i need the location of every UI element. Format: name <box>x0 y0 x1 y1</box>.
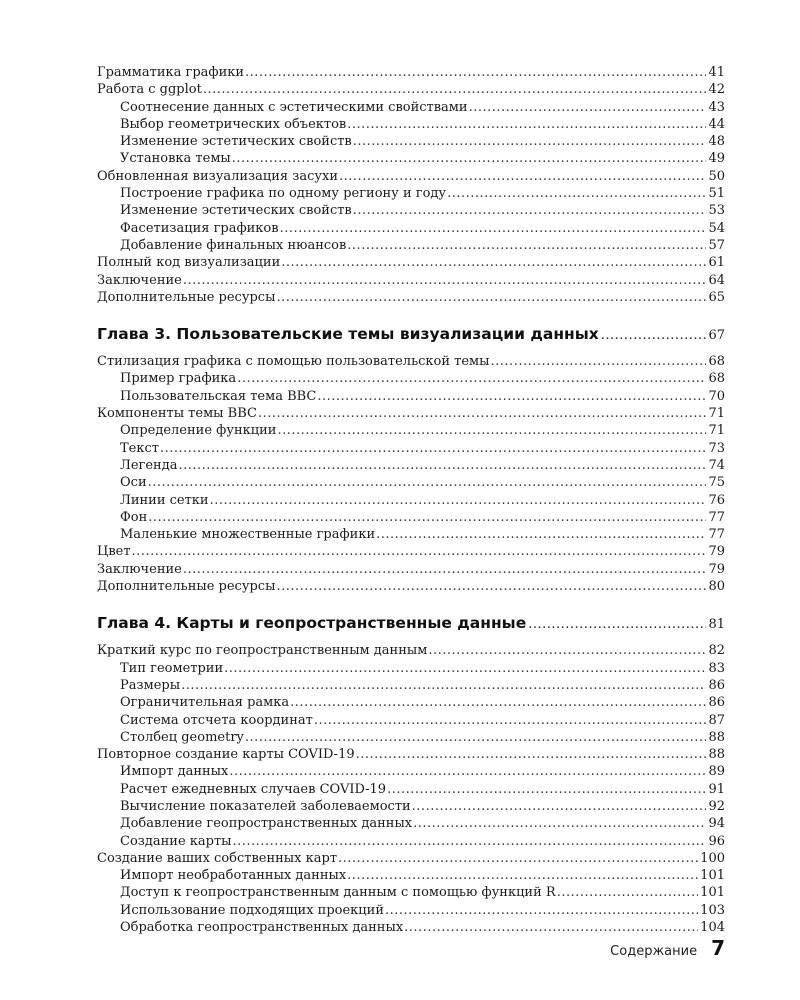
toc-entry-page: 68 <box>708 354 725 370</box>
leader-dots <box>290 694 706 711</box>
toc-entry-title: Ограничительная рамка <box>120 695 290 711</box>
toc-entry-title: Повторное создание карты COVID-19 <box>97 747 355 763</box>
toc-entry[interactable] <box>97 116 725 133</box>
toc-entry-page: 44 <box>708 116 725 132</box>
toc-entry[interactable] <box>97 185 725 202</box>
leader-dots <box>232 150 707 167</box>
toc-entry-page: 75 <box>708 475 725 491</box>
toc-entry[interactable] <box>97 457 725 474</box>
toc-entry[interactable] <box>97 509 725 526</box>
toc-entry-title: Текст <box>120 440 159 456</box>
toc-entry-title: Компоненты темы BBC <box>97 406 257 422</box>
toc-entry[interactable] <box>97 492 725 509</box>
toc-entry-title: Обновленная визуализация засухи <box>97 168 339 184</box>
toc-entry-title: Выбор геометрических объектов <box>120 116 347 132</box>
toc-entry[interactable] <box>97 694 725 711</box>
leader-dots <box>601 328 707 343</box>
toc-entry[interactable] <box>97 289 725 306</box>
leader-dots <box>224 660 706 677</box>
toc-entry-title: Работа с ggplot <box>97 82 202 98</box>
toc-entry[interactable] <box>97 543 725 560</box>
toc-entry[interactable] <box>97 422 725 439</box>
toc-entry-page: 68 <box>708 371 725 387</box>
toc-entry-title: Создание ваших собственных карт <box>97 850 338 866</box>
toc-entry-title: Определение функции <box>120 423 277 439</box>
toc-entry[interactable] <box>97 272 725 289</box>
toc-entry-title: Добавление финальных нюансов <box>120 237 347 253</box>
toc-entry-title: Дополнительные ресурсы <box>97 289 276 305</box>
toc-entry-page: 41 <box>708 65 725 80</box>
toc-entry[interactable] <box>97 850 725 867</box>
toc-entry-page: 50 <box>708 168 725 184</box>
toc-entry-title: Соотнесение данных с эстетическими свойствами <box>120 99 468 115</box>
page-number: 7 <box>711 936 725 960</box>
toc-entry-page: 61 <box>708 255 725 271</box>
toc-entry-title: Фасетизация графиков <box>120 220 279 236</box>
leader-dots <box>385 902 698 919</box>
toc-entry[interactable] <box>97 99 725 116</box>
toc-entry-title: Изменение эстетических свойств <box>120 203 352 219</box>
toc-entry-page: 77 <box>708 509 725 525</box>
toc-entry[interactable] <box>97 561 725 578</box>
toc-entry[interactable] <box>97 867 725 884</box>
toc-entry-page: 64 <box>708 272 725 288</box>
toc-entry-page: 71 <box>708 406 725 422</box>
leader-dots <box>387 781 706 798</box>
leader-dots <box>245 729 707 746</box>
toc-entry-title: Вычисление показателей заболеваемости <box>120 798 411 814</box>
toc-entry-title: Дополнительные ресурсы <box>97 579 276 595</box>
leader-dots <box>183 561 707 578</box>
toc-entry-title: Заключение <box>97 272 182 288</box>
chapter-title: Глава 3. Пользовательские темы визуализации данных <box>97 325 599 344</box>
leader-dots <box>245 64 706 81</box>
toc-entry-page: 89 <box>708 764 725 780</box>
toc-entry[interactable] <box>97 133 725 150</box>
leader-dots <box>237 370 706 387</box>
toc-entry[interactable] <box>97 353 725 370</box>
leader-dots <box>347 116 706 133</box>
table-of-contents <box>97 64 725 936</box>
toc-entry-title: Обработка геопространственных данных <box>120 920 404 936</box>
leader-dots <box>280 220 707 237</box>
toc-entry-title: Добавление геопространственных данных <box>120 816 413 832</box>
toc-entry-page: 100 <box>700 850 725 866</box>
leader-dots <box>469 99 707 116</box>
running-footer-label: Содержание <box>610 944 698 959</box>
leader-dots <box>233 833 707 850</box>
leader-dots <box>178 457 706 474</box>
toc-entry[interactable] <box>97 254 725 271</box>
toc-entry-page: 49 <box>708 151 725 167</box>
leader-dots <box>203 81 707 98</box>
leader-dots <box>347 867 698 884</box>
toc-entry-page: 53 <box>708 203 725 219</box>
toc-entry-title: Полный код визуализации <box>97 255 281 271</box>
toc-entry-page: 83 <box>708 660 725 676</box>
toc-chapter-3-heading[interactable] <box>97 325 725 347</box>
toc-entry[interactable] <box>97 798 725 815</box>
toc-entry-page: 57 <box>708 237 725 253</box>
toc-entry-title: Маленькие множественные графики <box>120 527 376 543</box>
chapter-page: 81 <box>708 617 725 633</box>
toc-entry-title: Заключение <box>97 561 182 577</box>
toc-entry-page: 77 <box>708 527 725 543</box>
toc-entry-page: 92 <box>708 798 725 814</box>
toc-entry[interactable] <box>97 81 725 98</box>
leader-dots <box>376 526 706 543</box>
toc-entry-title: Оси <box>120 475 147 491</box>
toc-entry-title: Доступ к геопространственным данным с помощью функций R <box>120 885 556 901</box>
toc-entry[interactable] <box>97 526 725 543</box>
toc-entry[interactable] <box>97 370 725 387</box>
leader-dots <box>276 578 706 595</box>
toc-entry-title: Пользовательская тема BBC <box>120 388 317 404</box>
toc-entry-page: 88 <box>708 747 725 763</box>
toc-entry-page: 76 <box>708 492 725 508</box>
leader-dots <box>347 237 706 254</box>
toc-entry-title: Построение графика по одному региону и году <box>120 186 447 202</box>
toc-entry-page: 91 <box>708 781 725 797</box>
toc-entry-page: 82 <box>708 643 725 659</box>
leader-dots <box>148 509 706 526</box>
toc-entry-page: 103 <box>700 902 725 918</box>
toc-entry-page: 65 <box>708 289 725 305</box>
toc-entry[interactable] <box>97 919 725 936</box>
leader-dots <box>229 763 706 780</box>
toc-entry-page: 79 <box>708 561 725 577</box>
leader-dots <box>404 919 698 936</box>
toc-entry[interactable] <box>97 884 725 901</box>
leader-dots <box>412 798 707 815</box>
leader-dots <box>183 272 707 289</box>
leader-dots <box>210 492 707 509</box>
leader-dots <box>353 202 707 219</box>
toc-entry-title: Стилизация графика с помощью пользовательской темы <box>97 354 490 370</box>
toc-entry-title: Размеры <box>120 677 181 693</box>
toc-entry-title: Изменение эстетических свойств <box>120 134 352 150</box>
chapter-page: 67 <box>708 328 725 344</box>
toc-entry-page: 51 <box>708 186 725 202</box>
toc-entry[interactable] <box>97 440 725 457</box>
page-footer <box>610 936 725 960</box>
toc-entry[interactable] <box>97 712 725 729</box>
toc-section-chapter-3 <box>97 353 725 595</box>
toc-entry-title: Краткий курс по геопространственным данным <box>97 643 428 659</box>
toc-entry[interactable] <box>97 474 725 491</box>
toc-entry[interactable] <box>97 746 725 763</box>
toc-entry[interactable] <box>97 677 725 694</box>
leader-dots <box>148 474 707 491</box>
leader-dots <box>491 353 707 370</box>
toc-entry-title: Импорт данных <box>120 764 229 780</box>
toc-entry-page: 87 <box>708 712 725 728</box>
leader-dots <box>428 642 706 659</box>
toc-entry-page: 71 <box>708 423 725 439</box>
leader-dots <box>132 543 707 560</box>
toc-entry[interactable] <box>97 388 725 405</box>
toc-section-chapter-2 <box>97 64 725 306</box>
toc-entry-page: 88 <box>708 729 725 745</box>
toc-entry-page: 80 <box>708 579 725 595</box>
toc-entry-page: 42 <box>708 82 725 98</box>
toc-entry-title: Цвет <box>97 544 131 560</box>
toc-entry-page: 43 <box>708 99 725 115</box>
leader-dots <box>353 133 707 150</box>
leader-dots <box>160 440 706 457</box>
leader-dots <box>277 422 706 439</box>
chapter-title: Глава 4. Карты и геопространственные данные <box>97 614 527 633</box>
leader-dots <box>557 884 698 901</box>
toc-entry[interactable] <box>97 729 725 746</box>
toc-section-chapter-4 <box>97 642 725 936</box>
toc-entry-title: Фон <box>120 509 148 525</box>
toc-entry[interactable] <box>97 660 725 677</box>
toc-entry[interactable] <box>97 150 725 167</box>
leader-dots <box>258 405 706 422</box>
toc-entry-page: 104 <box>700 920 725 936</box>
leader-dots <box>528 617 706 632</box>
leader-dots <box>413 815 706 832</box>
toc-entry-title: Линии сетки <box>120 492 209 508</box>
toc-entry[interactable] <box>97 815 725 832</box>
toc-entry-page: 70 <box>708 388 725 404</box>
toc-entry[interactable] <box>97 64 725 81</box>
toc-entry[interactable] <box>97 781 725 798</box>
toc-entry-title: Система отсчета координат <box>120 712 313 728</box>
toc-entry[interactable] <box>97 833 725 850</box>
toc-entry-title: Импорт необработанных данных <box>120 868 347 884</box>
toc-entry-title: Тип геометрии <box>120 660 224 676</box>
toc-entry[interactable] <box>97 168 725 185</box>
leader-dots <box>339 168 706 185</box>
toc-entry-title: Использование подходящих проекций <box>120 902 384 918</box>
toc-entry-page: 48 <box>708 134 725 150</box>
toc-entry[interactable] <box>97 405 725 422</box>
leader-dots <box>317 388 706 405</box>
leader-dots <box>181 677 706 694</box>
toc-entry-title: Расчет ежедневных случаев COVID-19 <box>120 781 387 797</box>
toc-entry-page: 74 <box>708 457 725 473</box>
toc-entry[interactable] <box>97 578 725 595</box>
toc-entry-title: Создание карты <box>120 833 232 849</box>
leader-dots <box>276 289 706 306</box>
toc-chapter-4-heading[interactable] <box>97 614 725 636</box>
leader-dots <box>356 746 707 763</box>
leader-dots <box>338 850 698 867</box>
toc-entry[interactable] <box>97 902 725 919</box>
leader-dots <box>281 254 706 271</box>
toc-entry-page: 101 <box>700 885 725 901</box>
toc-entry-title: Легенда <box>120 457 178 473</box>
toc-entry[interactable] <box>97 202 725 219</box>
leader-dots <box>447 185 706 202</box>
toc-entry-page: 54 <box>708 220 725 236</box>
toc-entry-page: 86 <box>708 695 725 711</box>
toc-entry-page: 73 <box>708 440 725 456</box>
toc-entry[interactable] <box>97 237 725 254</box>
toc-entry-title: Пример графика <box>120 371 237 387</box>
toc-entry-page: 79 <box>708 544 725 560</box>
toc-entry-page: 94 <box>708 816 725 832</box>
toc-entry-page: 96 <box>708 833 725 849</box>
toc-entry-title: Грамматика графики <box>97 65 245 80</box>
toc-entry[interactable] <box>97 642 725 659</box>
toc-entry[interactable] <box>97 220 725 237</box>
toc-entry[interactable] <box>97 763 725 780</box>
toc-entry-title: Установка темы <box>120 151 231 167</box>
toc-entry-page: 101 <box>700 868 725 884</box>
toc-entry-title: Столбец geometry <box>120 729 244 745</box>
leader-dots <box>314 712 707 729</box>
toc-entry-page: 86 <box>708 677 725 693</box>
